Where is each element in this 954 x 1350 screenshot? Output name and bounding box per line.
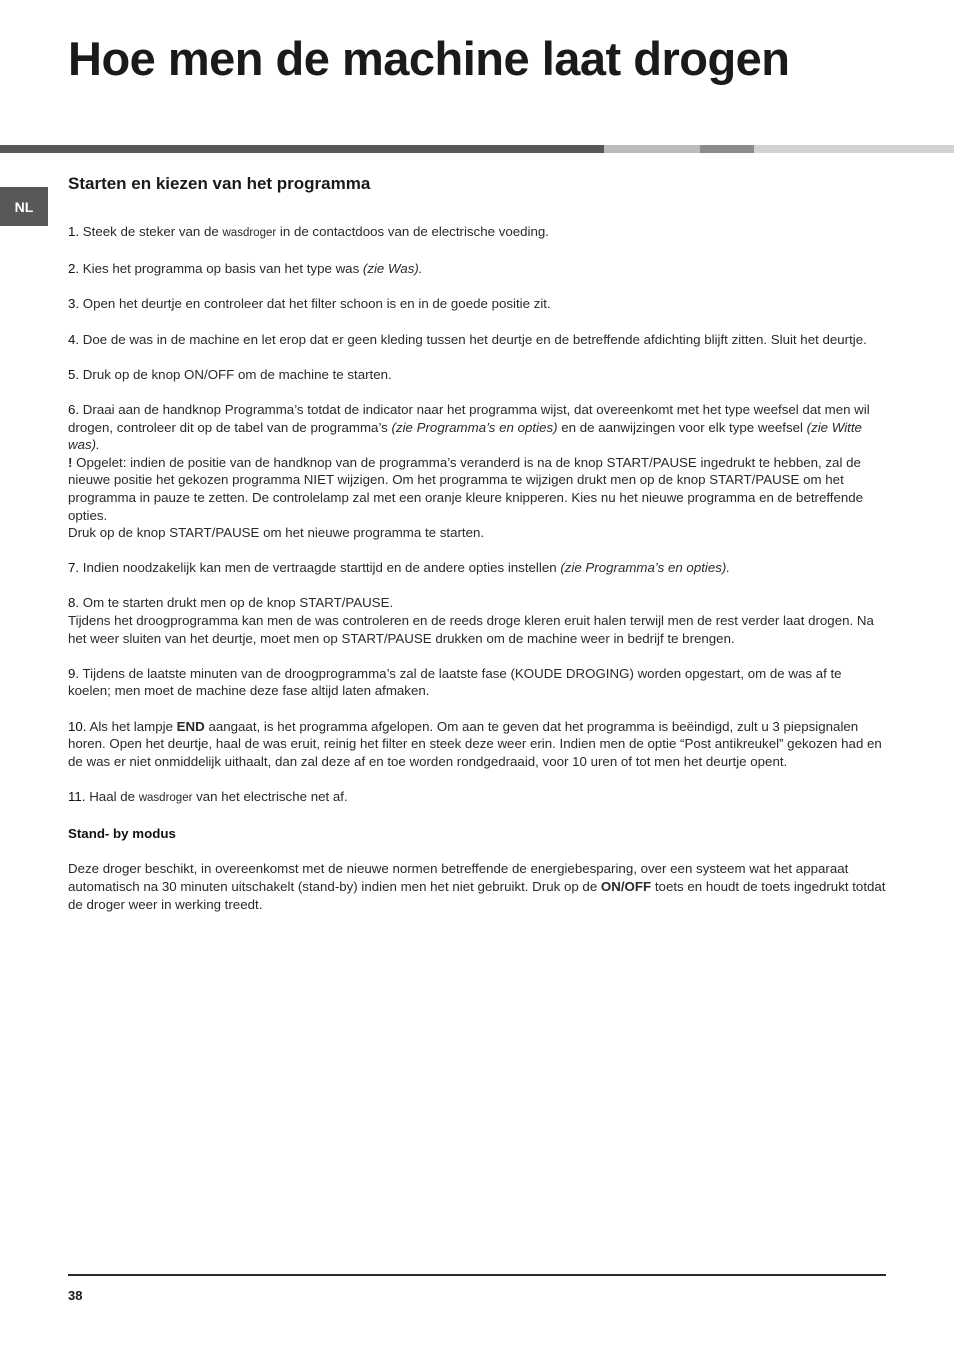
- step-number: 7.: [68, 560, 80, 576]
- step-7: [68, 559, 888, 577]
- step-8-detail: Tijdens het droogprogramma kan men de was controleren en de reeds droge kleren eruit halen terwijl men de rest verder laat drogen. Na het weer sluiten van het deurtje, moet men op START/PAUSE drukken om de machine weer in bedrijf te brengen.: [68, 613, 874, 646]
- instructions-body: [68, 223, 888, 931]
- step-text: Om te starten drukt men op de knop START/PAUSE.: [79, 595, 394, 611]
- step-text: Steek de steker van de: [79, 224, 223, 239]
- step-number: 8.: [68, 595, 80, 611]
- step-text: Doe de was in de machine en let erop dat er geen kleding tussen het deurtje en de betreffende afdichting blijft zitten. Sluit het deurtje.: [79, 331, 867, 347]
- standby-text: [68, 860, 888, 913]
- step-text-small: wasdroger: [222, 227, 277, 239]
- step-8: [68, 594, 888, 612]
- step-11: [68, 788, 888, 808]
- step-2: [68, 260, 888, 278]
- page-title: Hoe men de machine laat drogen: [68, 32, 790, 85]
- step-text: Kies het programma op basis van het type was: [79, 261, 363, 277]
- step-text: Druk op de knop ON/OFF om de machine te starten.: [79, 366, 392, 382]
- step-number: 3.: [68, 296, 80, 312]
- step-number: 10.: [68, 718, 87, 734]
- header-rule-mid: [700, 145, 754, 153]
- step-reference: (zie Programma’s en opties).: [560, 560, 731, 576]
- header-rule-dark: [0, 145, 604, 153]
- step-6: [68, 401, 888, 454]
- step-text: aangaat, is het programma afgelopen. Om aan te geven dat het programma is beëindigd, zult u 3 piepsignalen horen. Open het deurtje, haal de was eruit, reinig het filter en steek deze weer erin. Indien men de optie “Post antikreukel” gekozen had en de was er niet onmiddelijk uithaalt, dan zal deze af en toe worden rondgedraaid, voor 10 uren of tot men het deurtje opent.: [68, 718, 882, 769]
- page-number: 38: [68, 1288, 83, 1303]
- step-text-small: wasdroger: [138, 792, 193, 804]
- step-number: 6.: [68, 401, 80, 417]
- step-text: Tijdens de laatste minuten van de droogprogramma’s zal de laatste fase (KOUDE DROGING) worden opgestart, om de was af te koelen; men moet de machine deze fase altijd laten afmaken.: [68, 665, 842, 699]
- on-off-label: ON/OFF: [600, 878, 652, 894]
- step-number: 11.: [68, 789, 86, 804]
- footer-rule: [68, 1274, 886, 1276]
- warning-text: Opgelet: indien de positie van de handknop van de programma’s veranderd is na de knop START/PAUSE ingedrukt te hebben, zal de nieuwe positie het gekozen programma NIET wijzigen. Om het programma te wijzigen drukt men op de knop START/PAUSE om het programma in pauze te zetten. De controlelamp zal met een oranje kleure knipperen. Kies nu het nieuwe programma en de betreffende opties.: [68, 454, 864, 523]
- step-number: 9.: [68, 665, 80, 681]
- step-6-note: Druk op de knop START/PAUSE om het nieuwe programma te starten.: [68, 525, 485, 541]
- step-10: [68, 718, 888, 771]
- step-reference: (zie Witte was).: [68, 419, 862, 453]
- header-rule-light-end: [754, 145, 954, 153]
- step-number: 1.: [68, 224, 80, 239]
- step-text: Als het lampje: [86, 718, 177, 734]
- step-text: en de aanwijzingen voor elk type weefsel: [557, 419, 807, 435]
- language-tab: NL: [0, 187, 48, 226]
- step-reference: (zie Programma’s en opties): [391, 419, 558, 435]
- step-reference: (zie Was).: [362, 261, 423, 277]
- standby-text-part: toets en houdt de toets ingedrukt totdat de droger weer in werking treedt.: [68, 878, 886, 912]
- step-number: 4.: [68, 331, 80, 347]
- step-9: [68, 665, 888, 700]
- end-lamp-label: END: [176, 718, 205, 734]
- step-number: 5.: [68, 366, 80, 382]
- step-1: [68, 223, 888, 243]
- standby-title: Stand- by modus: [68, 826, 176, 842]
- warning-icon: !: [68, 454, 73, 470]
- step-text: in de contactdoos van de electrische voeding.: [276, 224, 549, 239]
- step-3: [68, 295, 888, 313]
- step-text: Indien noodzakelijk kan men de vertraagde starttijd en de andere opties instellen: [79, 560, 561, 576]
- step-text: van het electrische net af.: [192, 789, 348, 804]
- step-5: [68, 366, 888, 384]
- step-4: [68, 331, 888, 349]
- standby-text-part: Deze droger beschikt, in overeenkomst met de nieuwe normen betreffende de energiebesparing, over een systeem wat het apparaat automatisch na 30 minuten uitschakelt (stand-by) indien men het niet gebruikt. Druk op de: [68, 861, 849, 894]
- step-text: Haal de: [85, 789, 139, 804]
- header-rule-light: [604, 145, 700, 153]
- step-6-warning: [68, 454, 888, 524]
- section-heading: Starten en kiezen van het programma: [68, 174, 371, 193]
- step-number: 2.: [68, 261, 80, 277]
- step-text: Draai aan de handknop Programma’s totdat de indicator naar het programma wijst, dat overeenkomt met het type weefsel dat men wil drogen, controleer dit op de tabel van de programma’s: [68, 401, 870, 435]
- step-text: Open het deurtje en controleer dat het filter schoon is en in de goede positie zit.: [79, 296, 551, 312]
